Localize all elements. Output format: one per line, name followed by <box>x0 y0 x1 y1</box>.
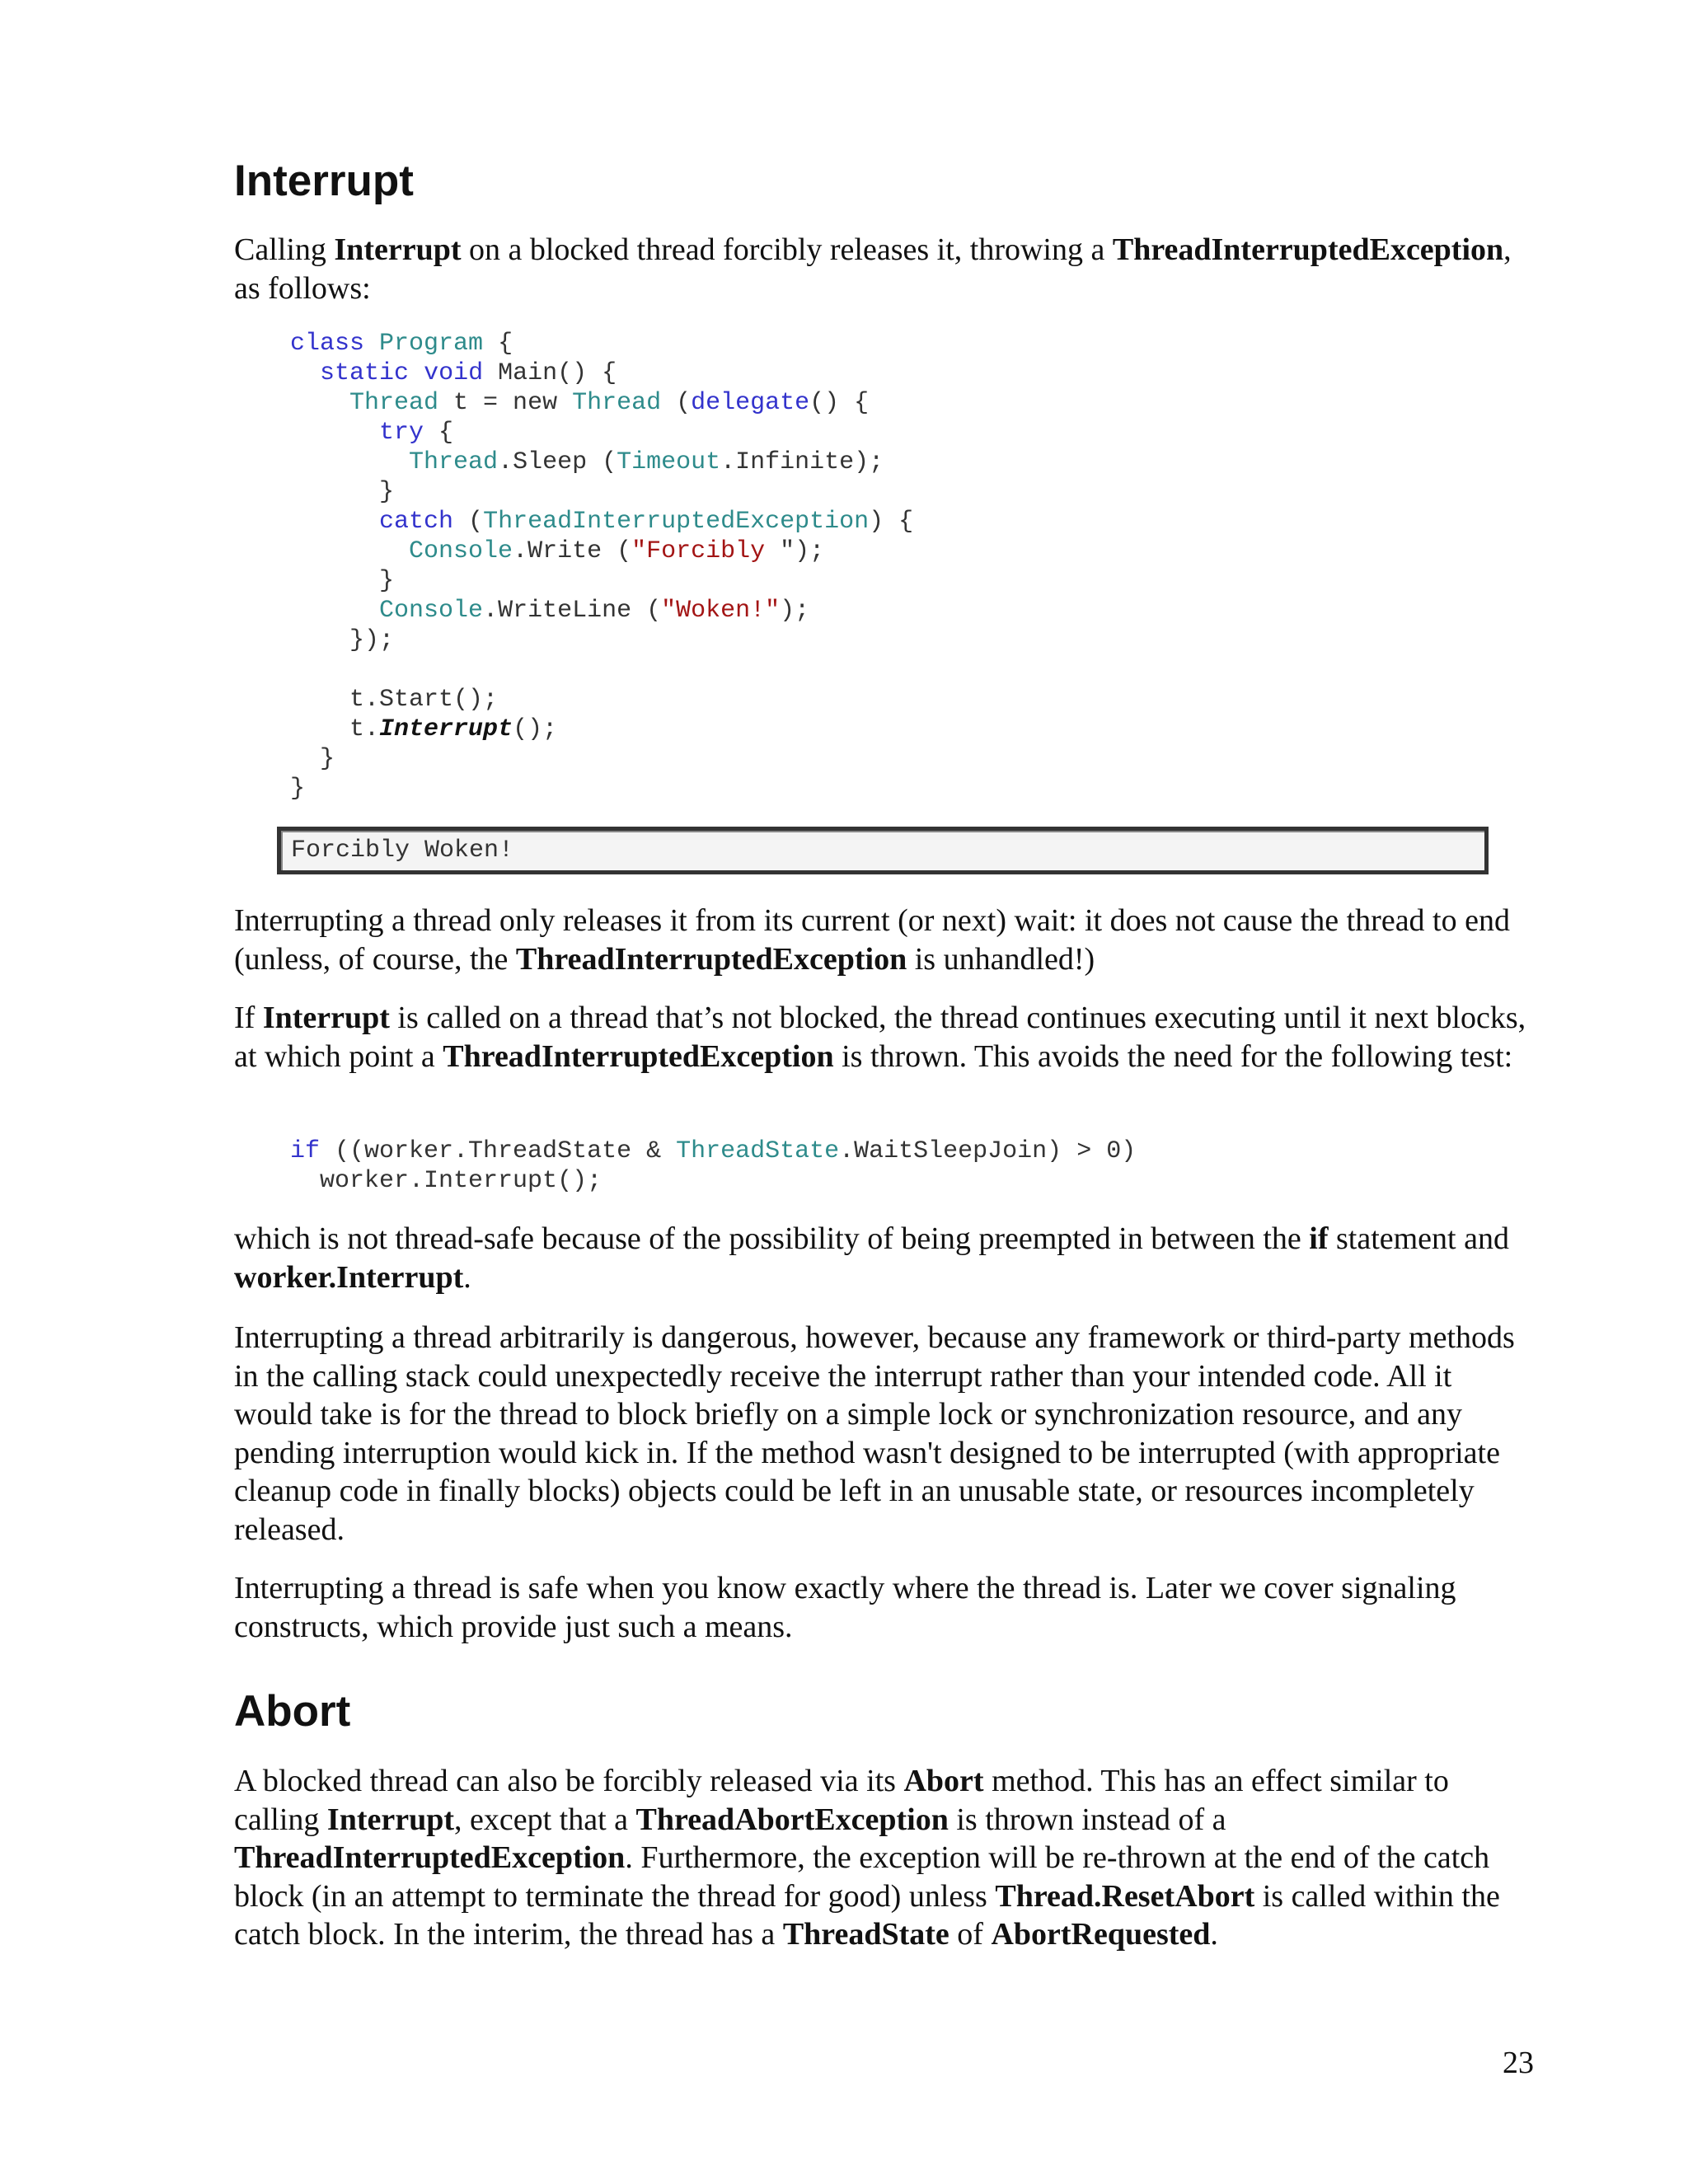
code-token: if <box>290 1137 321 1165</box>
code-token: { <box>424 419 454 447</box>
code-token: .WriteLine ( <box>483 597 662 625</box>
code-token: ((worker.ThreadState & <box>320 1137 677 1165</box>
code-token: delegate <box>691 389 810 417</box>
code-token: Main() { <box>483 359 617 387</box>
paragraph-interrupt-dangerous: Interrupting a thread arbitrarily is dangerous, however, because any framework or third-party methods in the calling stack could unexpectedly receive the interrupt rather than your intended code. All it would take is for the thread to block briefly on a simple lock or synchronization resource, and any pending interruption would kick in. If the method wasn't designed to be interrupted (with appropriate cleanup code in finally blocks) objects could be left in an unusable state, or resources incompletely released. <box>234 1320 1515 1547</box>
code-token: t. <box>349 715 380 743</box>
code-line <box>290 745 335 773</box>
code-token: ThreadState <box>676 1137 840 1165</box>
code-token: ( <box>453 508 484 536</box>
paragraph-interrupt-releases: Interrupting a thread only releases it from its current (or next) wait: it does not cause the thread to end (unless, of course, the ThreadInterruptedException is unhandled!) <box>234 903 1510 977</box>
code-line <box>290 775 305 803</box>
code-token: "); <box>780 537 825 565</box>
code-token: ( <box>661 389 692 417</box>
code-line <box>290 567 394 595</box>
code-token: { <box>483 330 513 358</box>
code-line <box>290 419 453 447</box>
code-line <box>290 597 809 625</box>
code-token: worker.Interrupt(); <box>320 1167 603 1195</box>
code-token: ); <box>780 597 810 625</box>
heading-abort: Abort <box>234 1687 351 1736</box>
code-token <box>364 330 379 358</box>
code-token: .Sleep ( <box>498 448 617 476</box>
code-block-thread-state-test <box>290 1137 1136 1196</box>
code-token: } <box>379 478 395 506</box>
code-token: (); <box>513 715 558 743</box>
code-token: ) { <box>869 508 914 536</box>
code-token: catch <box>379 508 454 536</box>
code-token: Thread <box>349 389 439 417</box>
code-line <box>290 448 884 476</box>
code-line <box>290 478 394 506</box>
heading-interrupt: Interrupt <box>234 157 414 205</box>
code-token: Thread <box>572 389 662 417</box>
code-line <box>290 715 557 743</box>
code-block-interrupt-example <box>290 329 913 804</box>
code-token: Program <box>379 330 484 358</box>
code-token: Timeout <box>617 448 721 476</box>
code-token: void <box>424 359 484 387</box>
code-token: Console <box>409 537 513 565</box>
code-line <box>290 330 513 358</box>
code-line <box>290 359 617 387</box>
paragraph-interrupt-not-blocked: If Interrupt is called on a thread that’s not blocked, the thread continues executing until it next blocks, at which point a ThreadInterruptedException is thrown. This avoids the need for the following test: <box>234 1001 1526 1074</box>
paragraph-abort: A blocked thread can also be forcibly released via its Abort method. This has an effect similar to calling Interrupt, except that a ThreadAbortException is thrown instead of a ThreadInterruptedException. Furthermore, the exception will be re-thrown at the end of the catch block (in an attempt to terminate the thread for good) unless Thread.ResetAbort is called within the catch block. In the interim, the thread has a ThreadState of AbortRequested. <box>234 1764 1500 1952</box>
code-token: } <box>379 567 395 595</box>
code-token: .WaitSleepJoin) > 0) <box>839 1137 1137 1165</box>
code-token: try <box>379 419 424 447</box>
code-token <box>409 359 424 387</box>
console-output-box: Forcibly Woken! <box>277 827 1489 874</box>
page-number: 23 <box>1503 2046 1534 2080</box>
code-token: class <box>290 330 365 358</box>
code-token: "Forcibly <box>631 537 781 565</box>
code-token: Interrupt <box>379 715 513 743</box>
code-line <box>290 508 913 536</box>
code-line <box>290 686 498 714</box>
code-token: static <box>320 359 410 387</box>
code-line <box>290 1167 602 1195</box>
code-token: .Infinite); <box>720 448 884 476</box>
code-token: ThreadInterruptedException <box>483 508 870 536</box>
paragraph-not-thread-safe: which is not thread-safe because of the possibility of being preempted in between the if statement and worker.Interrupt. <box>234 1221 1509 1295</box>
code-line <box>290 537 824 565</box>
code-token: .Write ( <box>513 537 632 565</box>
code-line <box>290 1137 1136 1165</box>
code-token: t.Start(); <box>349 686 499 714</box>
code-token: () { <box>809 389 870 417</box>
paragraph-interrupt-intro: Calling Interrupt on a blocked thread forcibly releases it, throwing a ThreadInterruptedException, as follows: <box>234 232 1512 306</box>
code-token: } <box>320 745 335 773</box>
code-token: }); <box>349 626 395 654</box>
paragraph-interrupt-safe: Interrupting a thread is safe when you know exactly where the thread is. Later we cover signaling constructs, which provide just such a means. <box>234 1571 1456 1644</box>
code-line <box>290 389 869 417</box>
code-token: } <box>290 775 306 803</box>
code-token: Thread <box>409 448 499 476</box>
code-line <box>290 626 394 654</box>
code-token: "Woken!" <box>661 597 781 625</box>
code-token: t = new <box>438 389 573 417</box>
code-token: Console <box>379 597 484 625</box>
